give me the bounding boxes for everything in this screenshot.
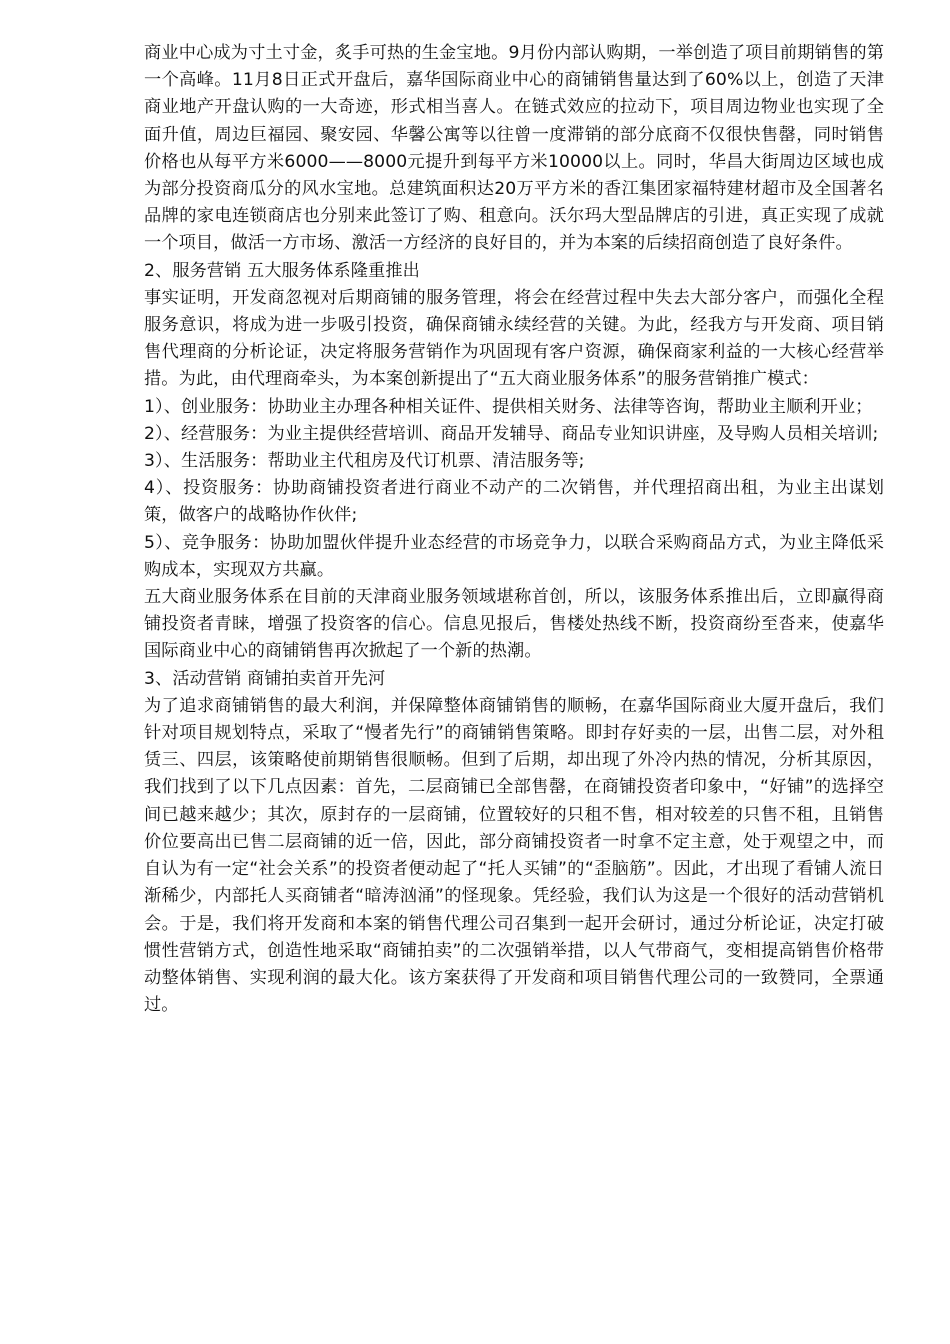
paragraph-auction-strategy: 为了追求商铺销售的最大利润，并保障整体商铺销售的顺畅，在嘉华国际商业大厦开盘后，我们针对项目规划特点，采取了“慢者先行”的商铺销售策略。即封存好卖的一层，出售二层，对外租赁三、四层，该策略使前期销售很顺畅。但到了后期，却出现了外冷内热的情况，分析其原因，我们找到了以下几点因素：首先，二层商铺已全部售罄，在商铺投资者印象中，“好铺”的选择空间已越来越少；其次，原封存的一层商铺，位置较好的只租不售，相对较差的只售不租，且销售价位要高出已售二层商铺的近一倍，因此，部分商铺投资者一时拿不定主意，处于观望之中，而自认为有一定“社会关系”的投资者便动起了“托人买铺”的“歪脑筋”。因此，才出现了看铺人流日渐稀少，内部托人买商铺者“暗涛汹涌”的怪现象。凭经验，我们认为这是一个很好的活动营销机会。于是，我们将开发商和本案的销售代理公司召集到一起开会研讨，通过分析论证，决定打破惯性营销方式，创造性地采取“商铺拍卖”的二次强销举措，以人气带商气，变相提高销售价格带动整体销售、实现利润的最大化。该方案获得了开发商和项目销售代理公司的一致赞同，全票通过。	[144, 695, 884, 1016]
list-item-startup-service: 1）、创业服务：协助业主办理各种相关证件、提供相关财务、法律等咨询，帮助业主顺利开业；	[144, 396, 873, 417]
section-heading-service-marketing: 2、服务营销 五大服务体系隆重推出	[144, 260, 420, 281]
list-item-competition-service: 5）、竞争服务：协助加盟伙伴提升业态经营的市场竞争力，以联合采购商品方式，为业主降低采购成本，实现双方共赢。	[144, 532, 884, 580]
document-page	[144, 40, 884, 1019]
list-item-life-service: 3）、生活服务：帮助业主代租房及代订机票、清洁服务等;	[144, 451, 585, 472]
list-item-operation-service: 2）、经营服务：为业主提供经营培训、商品开发辅导、商品专业知识讲座，及导购人员相关培训;	[144, 423, 879, 444]
paragraph-intro: 商业中心成为寸土寸金，炙手可热的生金宝地。9月份内部认购期，一举创造了项目前期销售的第一个高峰。11月8日正式开盘后，嘉华国际商业中心的商铺销售量达到了60%以上，创造了天津商业地产开盘认购的一大奇迹，形式相当喜人。在链式效应的拉动下，项目周边物业也实现了全面升值，周边巨福园、聚安园、华馨公寓等以往曾一度滞销的部分底商不仅很快售罄，同时销售价格也从每平方米6000——8000元提升到每平方米10000以上。同时，华昌大街周边区域也成为部分投资商瓜分的风水宝地。总建筑面积达20万平方米的香江集团家福特建材超市及全国著名品牌的家电连锁商店也分别来此签订了购、租意向。沃尔玛大型品牌店的引进，真正实现了成就一个项目，做活一方市场、激活一方经济的良好目的，并为本案的后续招商创造了良好条件。	[144, 43, 884, 254]
section-heading-event-marketing: 3、活动营销 商铺拍卖首开先河	[144, 668, 386, 689]
list-item-investment-service: 4）、投资服务：协助商铺投资者进行商业不动产的二次销售，并代理招商出租，为业主出谋划策，做客户的战略协作伙伴;	[144, 478, 884, 526]
paragraph-service-result: 五大商业服务体系在目前的天津商业服务领域堪称首创，所以，该服务体系推出后，立即赢得商铺投资者青睐，增强了投资客的信心。信息见报后，售楼处热线不断，投资商纷至沓来，使嘉华国际商业中心的商铺销售再次掀起了一个新的热潮。	[144, 587, 884, 662]
paragraph-service-rationale: 事实证明，开发商忽视对后期商铺的服务管理，将会在经营过程中失去大部分客户，而强化全程服务意识，将成为进一步吸引投资，确保商铺永续经营的关键。为此，经我方与开发商、项目销售代理商的分析论证，决定将服务营销作为巩固现有客户资源，确保商家利益的一大核心经营举措。为此，由代理商牵头，为本案创新提出了“五大商业服务体系”的服务营销推广模式：	[144, 287, 884, 390]
